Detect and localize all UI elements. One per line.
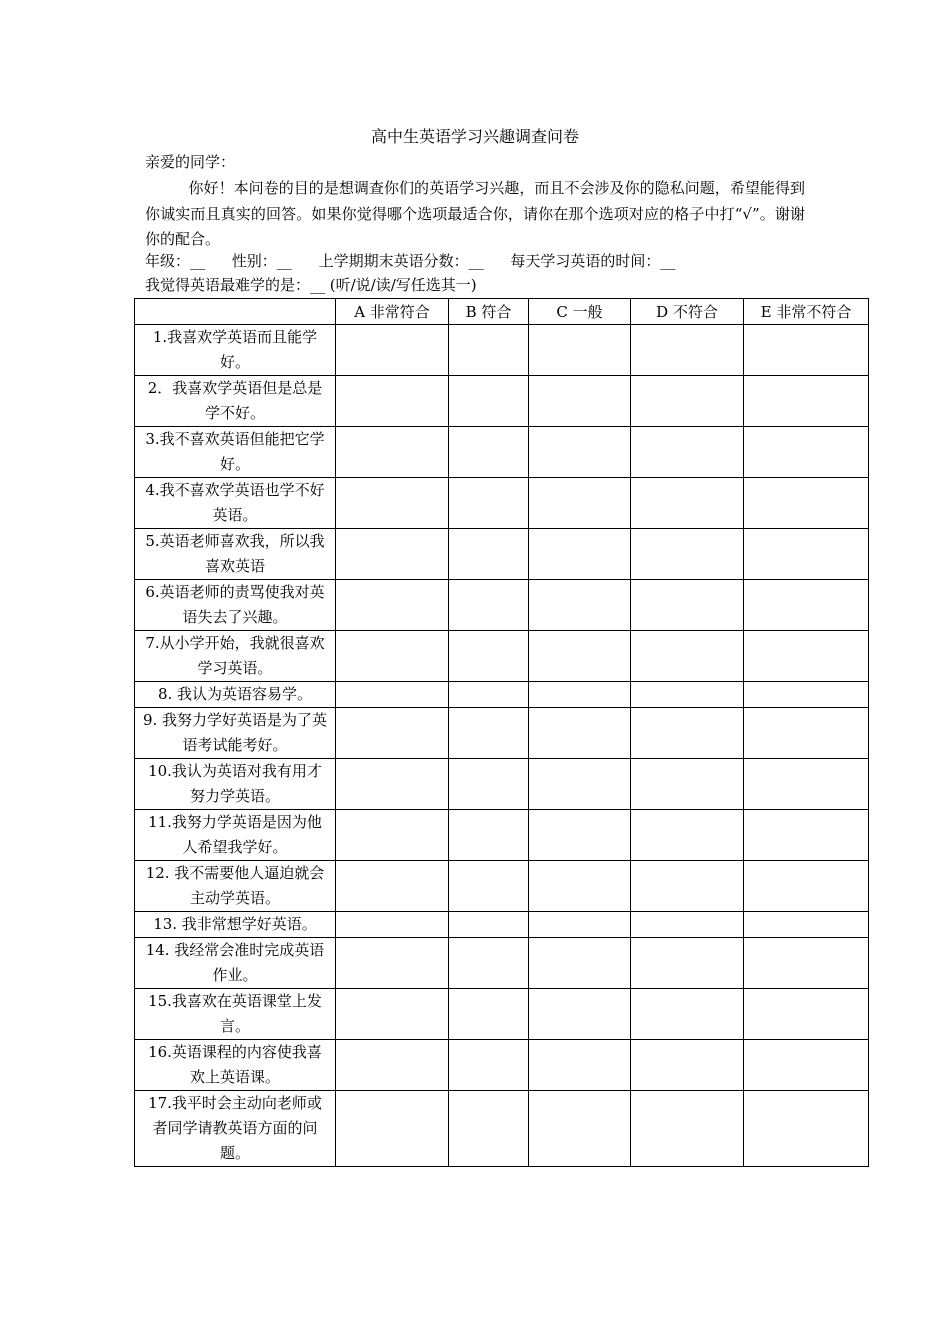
- answer-cell-c[interactable]: [529, 376, 631, 427]
- answer-cell-e[interactable]: [744, 1040, 869, 1091]
- table-row: [135, 580, 869, 631]
- answer-cell-d[interactable]: [631, 989, 744, 1040]
- answer-cell-d[interactable]: [631, 861, 744, 912]
- answer-cell-b[interactable]: [449, 989, 529, 1040]
- answer-cell-c[interactable]: [529, 580, 631, 631]
- header-item-column: [135, 299, 336, 325]
- answer-cell-e[interactable]: [744, 938, 869, 989]
- study-time-field: 每天学习英语的时间：__: [510, 252, 676, 270]
- survey-item-text: 17.我平时会主动向老师或者同学请教英语方面的问题。: [135, 1091, 336, 1167]
- survey-item-text: 9. 我努力学好英语是为了英语考试能考好。: [135, 708, 336, 759]
- answer-cell-b[interactable]: [449, 478, 529, 529]
- answer-cell-d[interactable]: [631, 376, 744, 427]
- gender-field: 性别：__: [231, 252, 292, 270]
- answer-cell-e[interactable]: [744, 1091, 869, 1167]
- answer-cell-e[interactable]: [744, 759, 869, 810]
- hardest-skill-line: 我觉得英语最难学的是：__ (听/说/读/写任选其一): [145, 276, 477, 294]
- answer-cell-e[interactable]: [744, 631, 869, 682]
- score-field: 上学期期末英语分数：__: [318, 252, 484, 270]
- answer-cell-e[interactable]: [744, 708, 869, 759]
- table-row: [135, 427, 869, 478]
- answer-cell-d[interactable]: [631, 529, 744, 580]
- answer-cell-a[interactable]: [336, 912, 449, 938]
- answer-cell-c[interactable]: [529, 759, 631, 810]
- answer-cell-a[interactable]: [336, 1091, 449, 1167]
- answer-cell-e[interactable]: [744, 861, 869, 912]
- answer-cell-b[interactable]: [449, 580, 529, 631]
- table-row: [135, 759, 869, 810]
- survey-item-text: 3.我不喜欢英语但能把它学好。: [135, 427, 336, 478]
- answer-cell-a[interactable]: [336, 810, 449, 861]
- survey-item-text: 12. 我不需要他人逼迫就会主动学英语。: [135, 861, 336, 912]
- survey-item-text: 4.我不喜欢学英语也学不好英语。: [135, 478, 336, 529]
- answer-cell-b[interactable]: [449, 427, 529, 478]
- answer-cell-e[interactable]: [744, 580, 869, 631]
- table-row: [135, 1091, 869, 1167]
- answer-cell-a[interactable]: [336, 759, 449, 810]
- answer-cell-c[interactable]: [529, 912, 631, 938]
- answer-cell-c[interactable]: [529, 1040, 631, 1091]
- info-line: [145, 251, 697, 271]
- answer-cell-d[interactable]: [631, 912, 744, 938]
- answer-cell-b[interactable]: [449, 325, 529, 376]
- survey-item-text: 16.英语课程的内容使我喜欢上英语课。: [135, 1040, 336, 1091]
- table-row: [135, 376, 869, 427]
- answer-cell-b[interactable]: [449, 1091, 529, 1167]
- answer-cell-d[interactable]: [631, 938, 744, 989]
- answer-cell-b[interactable]: [449, 682, 529, 708]
- answer-cell-b[interactable]: [449, 1040, 529, 1091]
- answer-cell-e[interactable]: [744, 989, 869, 1040]
- answer-cell-a[interactable]: [336, 708, 449, 759]
- answer-cell-e[interactable]: [744, 912, 869, 938]
- answer-cell-a[interactable]: [336, 529, 449, 580]
- greeting: 亲爱的同学：: [145, 153, 236, 171]
- header-option-c: C 一般: [529, 299, 631, 325]
- answer-cell-e[interactable]: [744, 810, 869, 861]
- answer-cell-e[interactable]: [744, 478, 869, 529]
- table-row: [135, 682, 869, 708]
- grade-field: 年级：__: [145, 252, 206, 270]
- survey-item-text: 11.我努力学英语是因为他人希望我学好。: [135, 810, 336, 861]
- survey-item-text: 8. 我认为英语容易学。: [135, 682, 336, 708]
- answer-cell-a[interactable]: [336, 861, 449, 912]
- answer-cell-b[interactable]: [449, 529, 529, 580]
- answer-cell-d[interactable]: [631, 631, 744, 682]
- survey-item-text: 7.从小学开始，我就很喜欢学习英语。: [135, 631, 336, 682]
- survey-item-text: 14. 我经常会准时完成英语作业。: [135, 938, 336, 989]
- answer-cell-c[interactable]: [529, 810, 631, 861]
- survey-item-text: 2．我喜欢学英语但是总是学不好。: [135, 376, 336, 427]
- answer-cell-b[interactable]: [449, 708, 529, 759]
- answer-cell-d[interactable]: [631, 1091, 744, 1167]
- answer-cell-e[interactable]: [744, 682, 869, 708]
- table-row: [135, 529, 869, 580]
- answer-cell-d[interactable]: [631, 478, 744, 529]
- answer-cell-c[interactable]: [529, 1091, 631, 1167]
- table-row: [135, 989, 869, 1040]
- answer-cell-a[interactable]: [336, 938, 449, 989]
- answer-cell-d[interactable]: [631, 810, 744, 861]
- answer-cell-c[interactable]: [529, 938, 631, 989]
- answer-cell-a[interactable]: [336, 989, 449, 1040]
- answer-cell-c[interactable]: [529, 708, 631, 759]
- header-option-e: E 非常不符合: [744, 299, 869, 325]
- survey-item-text: 1.我喜欢学英语而且能学好。: [135, 325, 336, 376]
- answer-cell-a[interactable]: [336, 325, 449, 376]
- table-row: [135, 478, 869, 529]
- answer-cell-c[interactable]: [529, 427, 631, 478]
- answer-cell-c[interactable]: [529, 478, 631, 529]
- answer-cell-d[interactable]: [631, 682, 744, 708]
- answer-cell-d[interactable]: [631, 427, 744, 478]
- table-row: [135, 631, 869, 682]
- answer-cell-d[interactable]: [631, 759, 744, 810]
- answer-cell-a[interactable]: [336, 682, 449, 708]
- answer-cell-b[interactable]: [449, 631, 529, 682]
- answer-cell-e[interactable]: [744, 529, 869, 580]
- answer-cell-a[interactable]: [336, 580, 449, 631]
- answer-cell-e[interactable]: [744, 376, 869, 427]
- table-row: [135, 708, 869, 759]
- header-option-d: D 不符合: [631, 299, 744, 325]
- table-row: [135, 912, 869, 938]
- answer-cell-b[interactable]: [449, 376, 529, 427]
- answer-cell-c[interactable]: [529, 861, 631, 912]
- header-option-b: B 符合: [449, 299, 529, 325]
- answer-cell-d[interactable]: [631, 1040, 744, 1091]
- answer-cell-b[interactable]: [449, 861, 529, 912]
- answer-cell-e[interactable]: [744, 427, 869, 478]
- answer-cell-a[interactable]: [336, 1040, 449, 1091]
- answer-cell-c[interactable]: [529, 682, 631, 708]
- answer-cell-a[interactable]: [336, 631, 449, 682]
- table-row: [135, 861, 869, 912]
- survey-item-text: 13. 我非常想学好英语。: [135, 912, 336, 938]
- answer-cell-d[interactable]: [631, 580, 744, 631]
- answer-cell-b[interactable]: [449, 912, 529, 938]
- answer-cell-d[interactable]: [631, 325, 744, 376]
- answer-cell-a[interactable]: [336, 427, 449, 478]
- page-title: 高中生英语学习兴趣调查问卷: [370, 127, 579, 146]
- table-row: [135, 1040, 869, 1091]
- answer-cell-d[interactable]: [631, 708, 744, 759]
- answer-cell-c[interactable]: [529, 325, 631, 376]
- answer-cell-c[interactable]: [529, 631, 631, 682]
- table-row: [135, 938, 869, 989]
- answer-cell-b[interactable]: [449, 938, 529, 989]
- survey-item-text: 15.我喜欢在英语课堂上发言。: [135, 989, 336, 1040]
- answer-cell-b[interactable]: [449, 759, 529, 810]
- answer-cell-a[interactable]: [336, 376, 449, 427]
- answer-cell-c[interactable]: [529, 529, 631, 580]
- table-row: [135, 325, 869, 376]
- answer-cell-b[interactable]: [449, 810, 529, 861]
- header-option-a: A 非常符合: [336, 299, 449, 325]
- answer-cell-e[interactable]: [744, 325, 869, 376]
- table-row: [135, 810, 869, 861]
- survey-item-text: 5.英语老师喜欢我，所以我喜欢英语: [135, 529, 336, 580]
- survey-item-text: 10.我认为英语对我有用才努力学英语。: [135, 759, 336, 810]
- survey-table: [134, 298, 869, 1167]
- survey-item-text: 6.英语老师的责骂使我对英语失去了兴趣。: [135, 580, 336, 631]
- answer-cell-c[interactable]: [529, 989, 631, 1040]
- intro-paragraph: 你好！本问卷的目的是想调查你们的英语学习兴趣，而且不会涉及你的隐私问题，希望能得到你诚实而且真实的回答。如果你觉得哪个选项最适合你，请你在那个选项对应的格子中打“√”。谢谢你的配合。: [145, 179, 805, 248]
- answer-cell-a[interactable]: [336, 478, 449, 529]
